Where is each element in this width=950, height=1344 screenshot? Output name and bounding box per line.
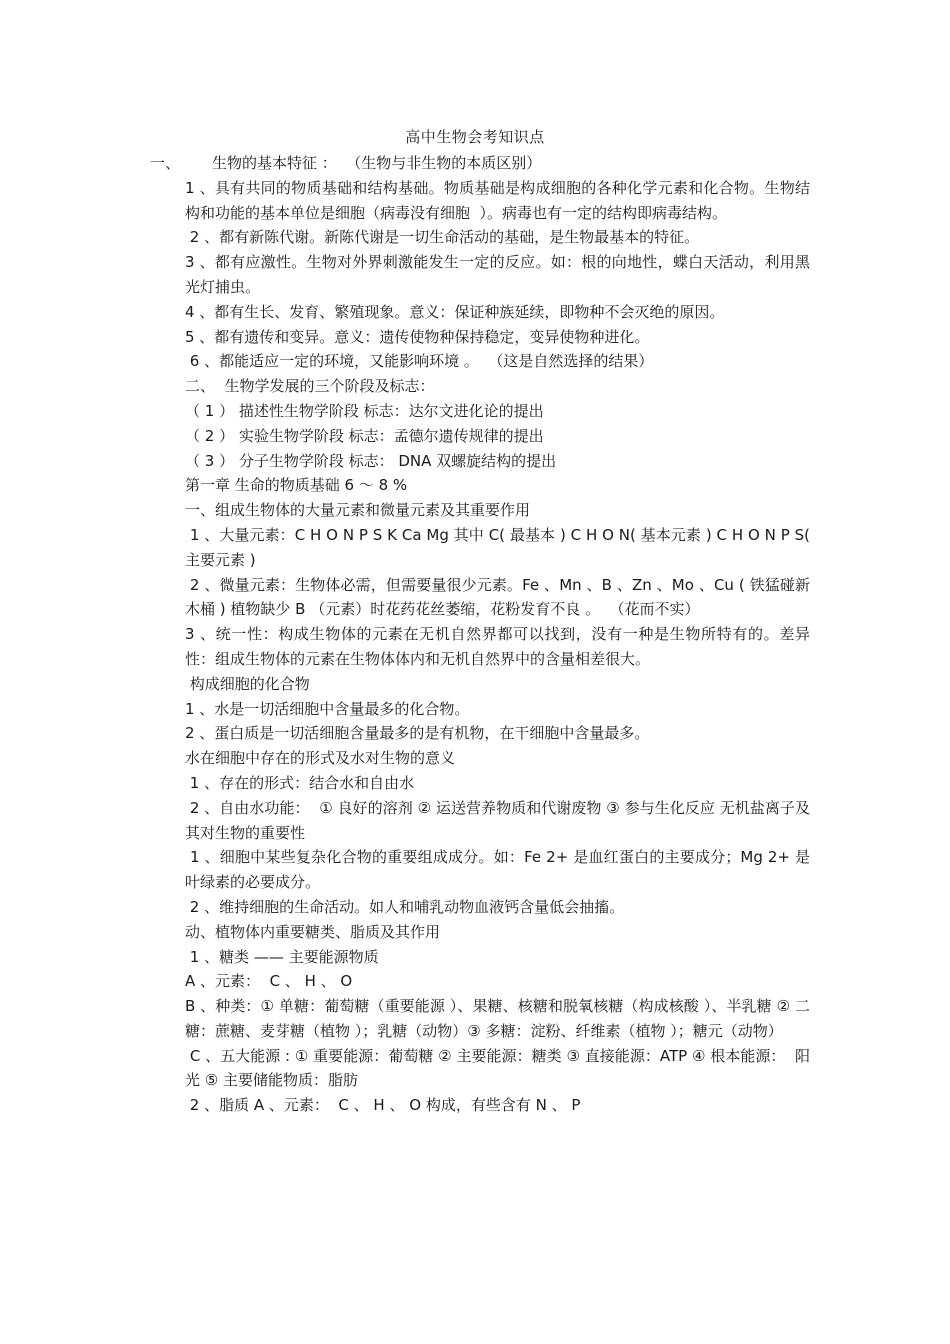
list-item: （ 3 ） 分子生物学阶段 标志： DNA 双螺旋结构的提出 [185, 451, 557, 470]
section-heading: 二、 生物学发展的三个阶段及标志： [185, 377, 435, 396]
paragraph: B 、种类：① 单糖：葡萄糖（重要能源 ）、果糖、核糖和脱氧核糖（构成核酸 ）、半乳糖 ② 二糖：蔗糖、麦芽糖（植物 ）；乳糖（动物）③ 多糖：淀粉、纤维素（植物 ）；糖元（动物） [185, 997, 810, 1040]
page-title: 高中生物会考知识点 [405, 128, 545, 146]
chapter-heading: 第一章 生命的物质基础 6 ～ 8 % [185, 476, 408, 495]
list-item: （ 1 ） 描述性生物学阶段 标志：达尔文进化论的提出 [185, 401, 544, 420]
section-heading-text: 生物的基本特征 ： （生物与非生物的本质区别） [212, 154, 542, 172]
paragraph: 2 、维持细胞的生命活动。如人和哺乳动物血液钙含量低会抽搐。 [185, 897, 625, 916]
section-number: 一、 [150, 154, 181, 172]
paragraph: 2 、都有新陈代谢。新陈代谢是一切生命活动的基础，是生物最基本的特征。 [185, 228, 700, 247]
paragraph: 1 、大量元素：C H O N P S K Ca Mg 其中 C( 最基本 ) C H O N( 基本元素 ) C H O N P S( 主要元素 ) [185, 525, 815, 569]
paragraph: 1 、糖类 —— 主要能源物质 [185, 947, 379, 966]
paragraph: 6 、都能适应一定的环境，又能影响环境 。 （这是自然选择的结果） [185, 352, 654, 371]
paragraph: 1 、水是一切活细胞中含量最多的化合物。 [185, 699, 470, 718]
paragraph: 4 、都有生长、发育、繁殖现象。意义：保证种族延续，即物种不会灭绝的原因。 [185, 302, 725, 321]
paragraph: 1 、存在的形式：结合水和自由水 [185, 773, 415, 792]
paragraph: 5 、都有遗传和变异。意义：遗传使物种保持稳定，变异使物种进化。 [185, 327, 650, 346]
list-item: （ 2 ） 实验生物学阶段 标志：孟德尔遗传规律的提出 [185, 426, 544, 445]
section-heading: 一、组成生物体的大量元素和微量元素及其重要作用 [185, 501, 531, 520]
paragraph: 2 、脂质 A 、元素： C 、 H 、 O 构成，有些含有 N 、 P [185, 1096, 581, 1115]
subheading: 构成细胞的化合物 [185, 674, 310, 693]
paragraph: A 、元素： C 、 H 、 O [185, 972, 353, 991]
section-heading [150, 151, 810, 176]
paragraph: 3 、统一性：构成生物体的元素在无机自然界都可以找到，没有一种是生物所特有的。差异性：组成生物体的元素在生物体体内和无机自然界中的含量相差很大。 [185, 625, 810, 668]
paragraph: 2 、自由水功能： ① 良好的溶剂 ② 运送营养物质和代谢废物 ③ 参与生化反应 无机盐离子及其对生物的重要性 [185, 798, 810, 842]
document-body [150, 151, 815, 1118]
paragraph: 3 、都有应激性。生物对外界刺激能发生一定的反应。如：根的向地性，蝶白天活动，利用黑光灯捕虫。 [185, 253, 810, 296]
paragraph: 1 、具有共同的物质基础和结构基础。物质基础是构成细胞的各种化学元素和化合物。生物结构和功能的基本单位是细胞（病毒没有细胞 ）。病毒也有一定的结构即病毒结构。 [185, 178, 810, 222]
paragraph: 2 、微量元素：生物体必需，但需要量很少元素。Fe 、Mn 、B 、Zn 、Mo 、Cu ( 铁猛碰新木桶 ) 植物缺少 B （元素）时花药花丝萎缩，花粉发育不良 。 （花而不实） [185, 575, 810, 619]
paragraph: C 、五大能源 : ① 重要能源：葡萄糖 ② 主要能源：糖类 ③ 直接能源：ATP ④ 根本能源： 阳光 ⑤ 主要储能物质：脂肪 [185, 1046, 810, 1090]
subheading: 动、植物体内重要糖类、脂质及其作用 [185, 922, 441, 941]
paragraph: 2 、蛋白质是一切活细胞含量最多的是有机物，在干细胞中含量最多。 [185, 724, 650, 743]
paragraph: 1 、细胞中某些复杂化合物的重要组成成分。如：Fe 2+ 是血红蛋白的主要成分；Mg 2+ 是叶绿素的必要成分。 [185, 848, 810, 892]
subheading: 水在细胞中存在的形式及水对生物的意义 [185, 749, 456, 768]
